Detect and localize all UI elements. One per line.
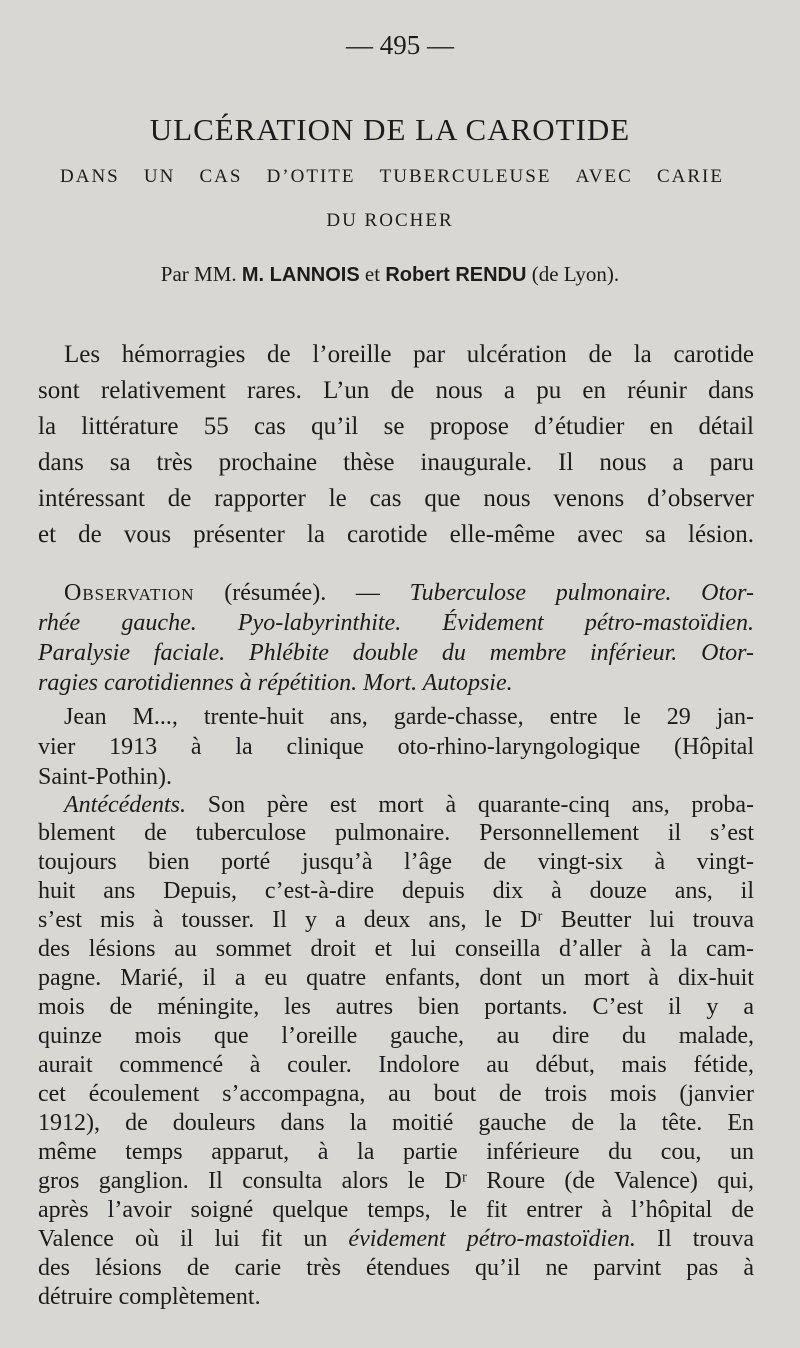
text-line: pagne. Marié, il a eu quatre enfants, dont un mort à dix-huit <box>38 965 754 991</box>
text-line <box>64 790 754 820</box>
text-line: des lésions de carie très étendues qu’il ne parvint pas à <box>38 1255 754 1281</box>
observation-label-rest: (résumée). — <box>194 580 410 606</box>
text-line: détruire complètement. <box>38 1284 261 1310</box>
text-line: blement de tuberculose pulmonaire. Personnellement il s’est <box>38 820 754 846</box>
text-line: mois de méningite, les autres bien portants. C’est il y a <box>38 994 754 1020</box>
byline <box>0 262 780 287</box>
text-line: après l’avoir soigné quelque temps, le fit entrer à l’hôpital de <box>38 1197 754 1223</box>
article-subtitle <box>60 166 724 188</box>
text-line: aurait commencé à couler. Indolore au début, mais fétide, <box>38 1052 754 1078</box>
text-line: 1912), de douleurs dans la moitié gauche de la tête. En <box>38 1110 754 1136</box>
text-line: des lésions au sommet droit et lui conseilla d’aller à la cam- <box>38 936 754 962</box>
text-line: toujours bien porté jusqu’à l’âge de vingt-six à vingt- <box>38 849 754 875</box>
text-line: huit ans Depuis, c’est-à-dire depuis dix à douze ans, il <box>38 878 754 904</box>
author-1: M. LANNOIS <box>241 264 360 286</box>
text-line: cet écoulement s’accompagna, au bout de trois mois (janvier <box>38 1081 754 1107</box>
article-title: ULCÉRATION DE LA CAROTIDE <box>149 112 631 147</box>
page-number: — 495 — <box>346 30 454 60</box>
byline-prefix: Par MM. <box>160 262 237 286</box>
observation-italic: Tuberculose pulmonaire. Otor- <box>409 580 754 606</box>
subtitle-word: CAS <box>199 166 243 187</box>
text-line: quinze mois que l’oreille gauche, au dire du malade, <box>38 1023 754 1049</box>
byline-suffix: (de Lyon). <box>531 262 620 286</box>
observation-italic: Paralysie faciale. Phlébite double du membre inférieur. Otor- <box>38 640 754 666</box>
subtitle-word: DANS <box>60 166 120 187</box>
text-line: intéressant de rapporter le cas que nous venons d’observer <box>38 485 754 512</box>
text-line: dans sa très prochaine thèse inaugurale. Il nous a paru <box>38 449 754 476</box>
text-line: Les hémorragies de l’oreille par ulcération de la carotide <box>64 341 754 368</box>
text-line: la littérature 55 cas qu’il se propose d’étudier en détail <box>38 413 754 440</box>
text-line: sont relativement rares. L’un de nous a pu en réunir dans <box>38 377 754 404</box>
antecedents-italic: évidement pétro-mastoïdien. <box>348 1226 636 1252</box>
text-line: même temps apparut, à la partie inférieure du cou, un <box>38 1139 754 1165</box>
text-line: s’est mis à tousser. Il y a deux ans, le Dʳ Beutter lui trouva <box>38 907 754 933</box>
text-line <box>64 578 754 608</box>
text-line: vier 1913 à la clinique oto-rhino-laryngologique (Hôpital <box>38 734 754 760</box>
text-line <box>38 668 754 698</box>
observation-italic: ragies carotidiennes à répétition. Mort. Autopsie. <box>38 670 513 696</box>
antecedents-text: Son père est mort à quarante-cinq ans, proba- <box>185 792 754 818</box>
text-line: et de vous présenter la carotide elle-même avec sa lésion. <box>38 521 754 548</box>
subtitle-word: AVEC <box>575 166 633 187</box>
subtitle-word: UN <box>143 166 176 187</box>
observation-italic: rhée gauche. Pyo-labyrinthite. Évidement pétro-mastoïdien. <box>38 610 754 636</box>
subtitle-word: D’OTITE <box>266 166 356 187</box>
antecedents-label: Antécédents. <box>64 792 186 818</box>
antecedents-text: Il trouva <box>635 1226 755 1252</box>
subtitle-word: TUBERCULEUSE <box>379 166 552 187</box>
text-line: Saint-Pothin). <box>38 764 173 790</box>
text-line <box>38 1224 754 1254</box>
subtitle-word: CARIE <box>656 166 724 187</box>
text-line <box>38 638 754 668</box>
byline-conj: et <box>364 262 381 286</box>
observation-label: Observation <box>64 580 195 606</box>
text-line: gros ganglion. Il consulta alors le Dʳ Roure (de Valence) qui, <box>38 1168 754 1194</box>
text-line <box>38 608 754 638</box>
article-subtitle-line2: DU ROCHER <box>326 210 454 231</box>
author-2: Robert RENDU <box>385 264 527 286</box>
text-line: Jean M..., trente-huit ans, garde-chasse, entre le 29 jan- <box>64 704 754 730</box>
antecedents-text: Valence où il lui fit un <box>38 1226 349 1252</box>
